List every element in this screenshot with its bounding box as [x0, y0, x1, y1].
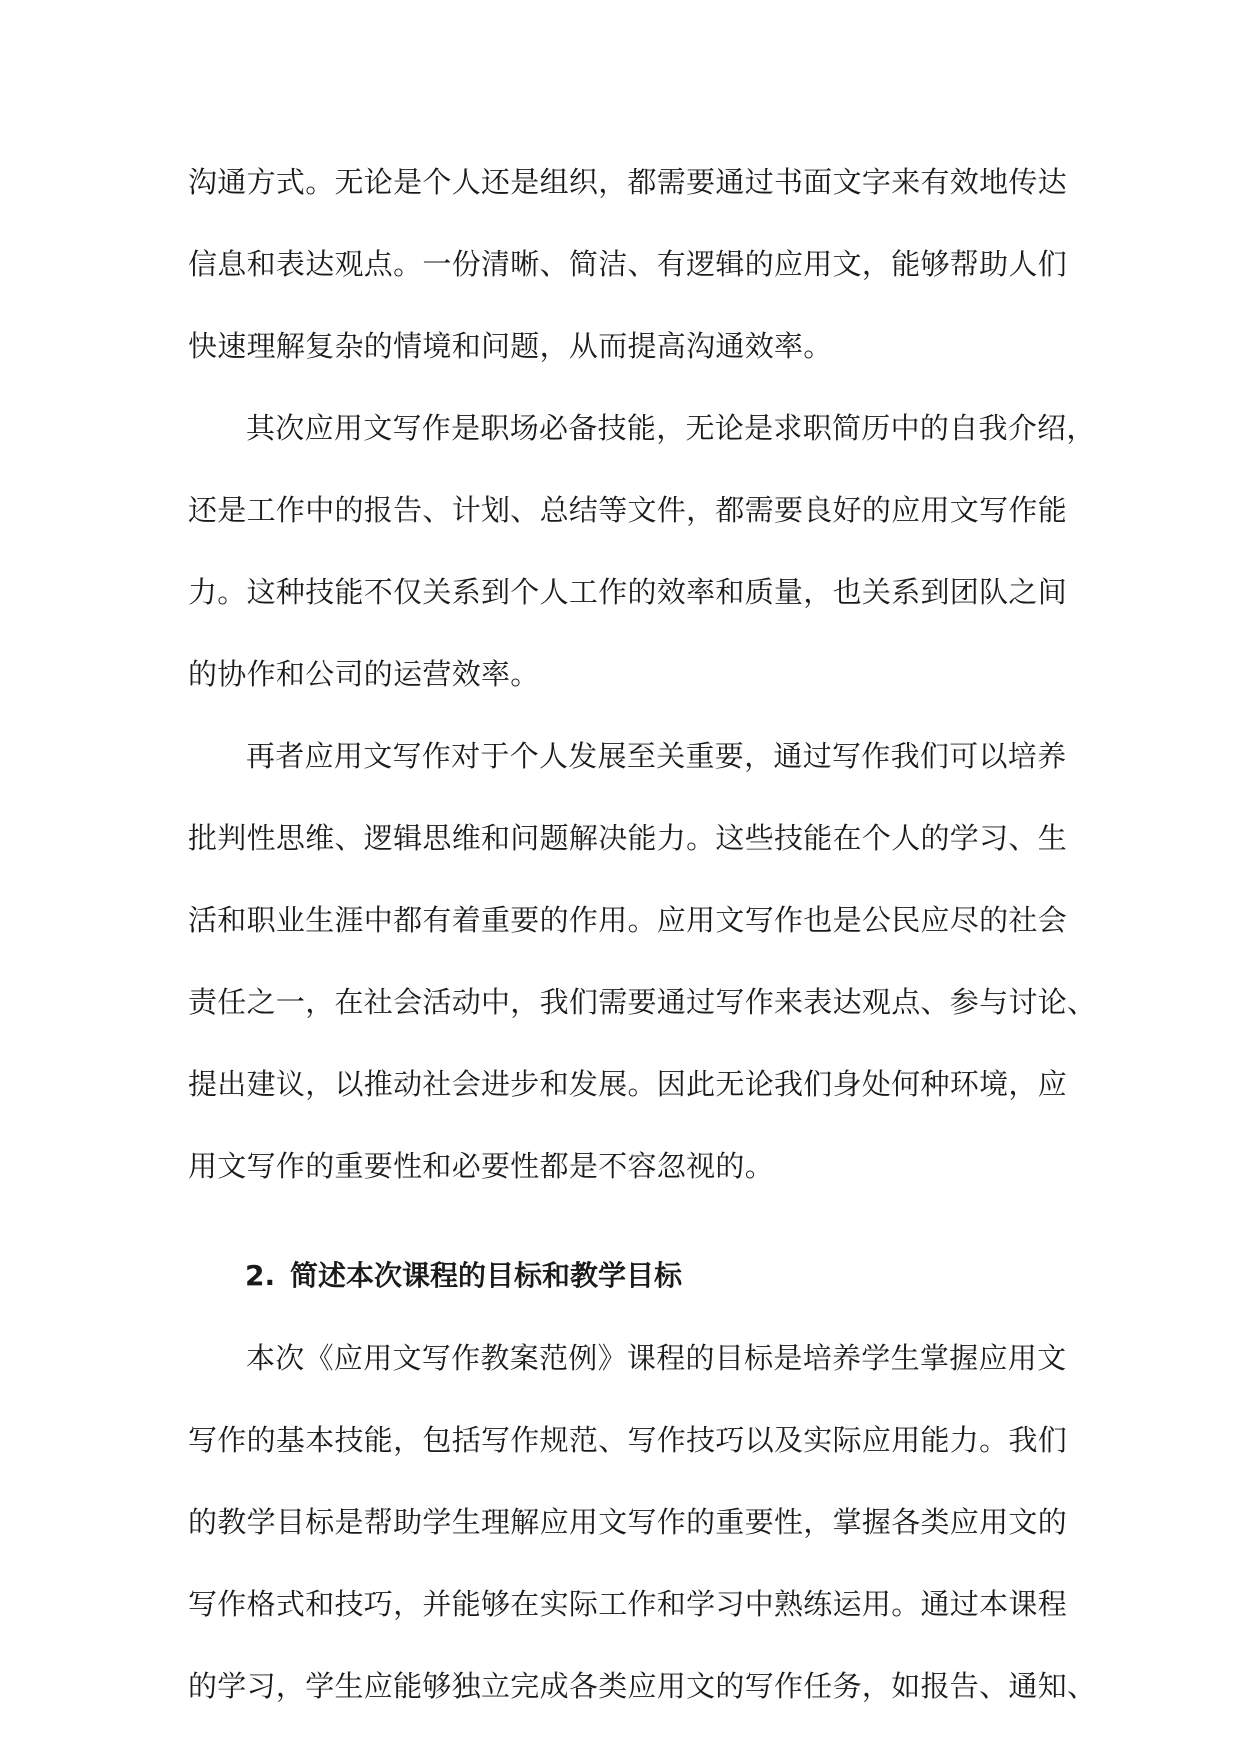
text-line: 还是工作中的报告、计划、总结等文件，都需要良好的应用文写作能 [188, 493, 1068, 527]
text-line: 的教学目标是帮助学生理解应用文写作的重要性，掌握各类应用文的 [188, 1505, 1068, 1539]
section-title: 简述本次课程的目标和教学目标 [290, 1259, 683, 1292]
paragraph-personal-development [188, 715, 1097, 1207]
text-line: 再者应用文写作对于个人发展至关重要，通过写作我们可以培养 [246, 739, 1067, 773]
section-heading [188, 1235, 1058, 1317]
text-line: 写作格式和技巧，并能够在实际工作和学习中熟练运用。通过本课程 [188, 1587, 1068, 1621]
text-line: 其次应用文写作是职场必备技能，无论是求职简历中的自我介绍， [246, 411, 1096, 445]
text-line: 信息和表达观点。一份清晰、简洁、有逻辑的应用文，能够帮助人们 [188, 247, 1068, 281]
paragraph-workplace-skill [188, 387, 1096, 715]
text-line: 提出建议，以推动社会进步和发展。因此无论我们身处何种环境，应 [188, 1067, 1068, 1101]
text-line: 责任之一，在社会活动中，我们需要通过写作来表达观点、参与讨论、 [188, 985, 1097, 1019]
paragraph-communication [188, 141, 1068, 387]
document-body [188, 141, 1097, 1727]
paragraph-course-goals [188, 1317, 1097, 1727]
text-line: 快速理解复杂的情境和问题，从而提高沟通效率。 [188, 329, 833, 363]
text-line: 写作的基本技能，包括写作规范、写作技巧以及实际应用能力。我们 [188, 1423, 1068, 1457]
text-line: 沟通方式。无论是个人还是组织，都需要通过书面文字来有效地传达 [188, 165, 1068, 199]
text-line: 本次《应用文写作教案范例》课程的目标是培养学生掌握应用文 [246, 1341, 1067, 1375]
text-line: 用文写作的重要性和必要性都是不容忽视的。 [188, 1149, 775, 1183]
text-line: 活和职业生涯中都有着重要的作用。应用文写作也是公民应尽的社会 [188, 903, 1068, 937]
text-line: 的学习，学生应能够独立完成各类应用文的写作任务，如报告、通知、 [188, 1669, 1097, 1703]
text-line: 的协作和公司的运营效率。 [188, 657, 540, 691]
text-line: 力。这种技能不仅关系到个人工作的效率和质量，也关系到团队之间 [188, 575, 1068, 609]
text-line: 批判性思维、逻辑思维和问题解决能力。这些技能在个人的学习、生 [188, 821, 1068, 855]
section-number: 2. [245, 1259, 276, 1292]
